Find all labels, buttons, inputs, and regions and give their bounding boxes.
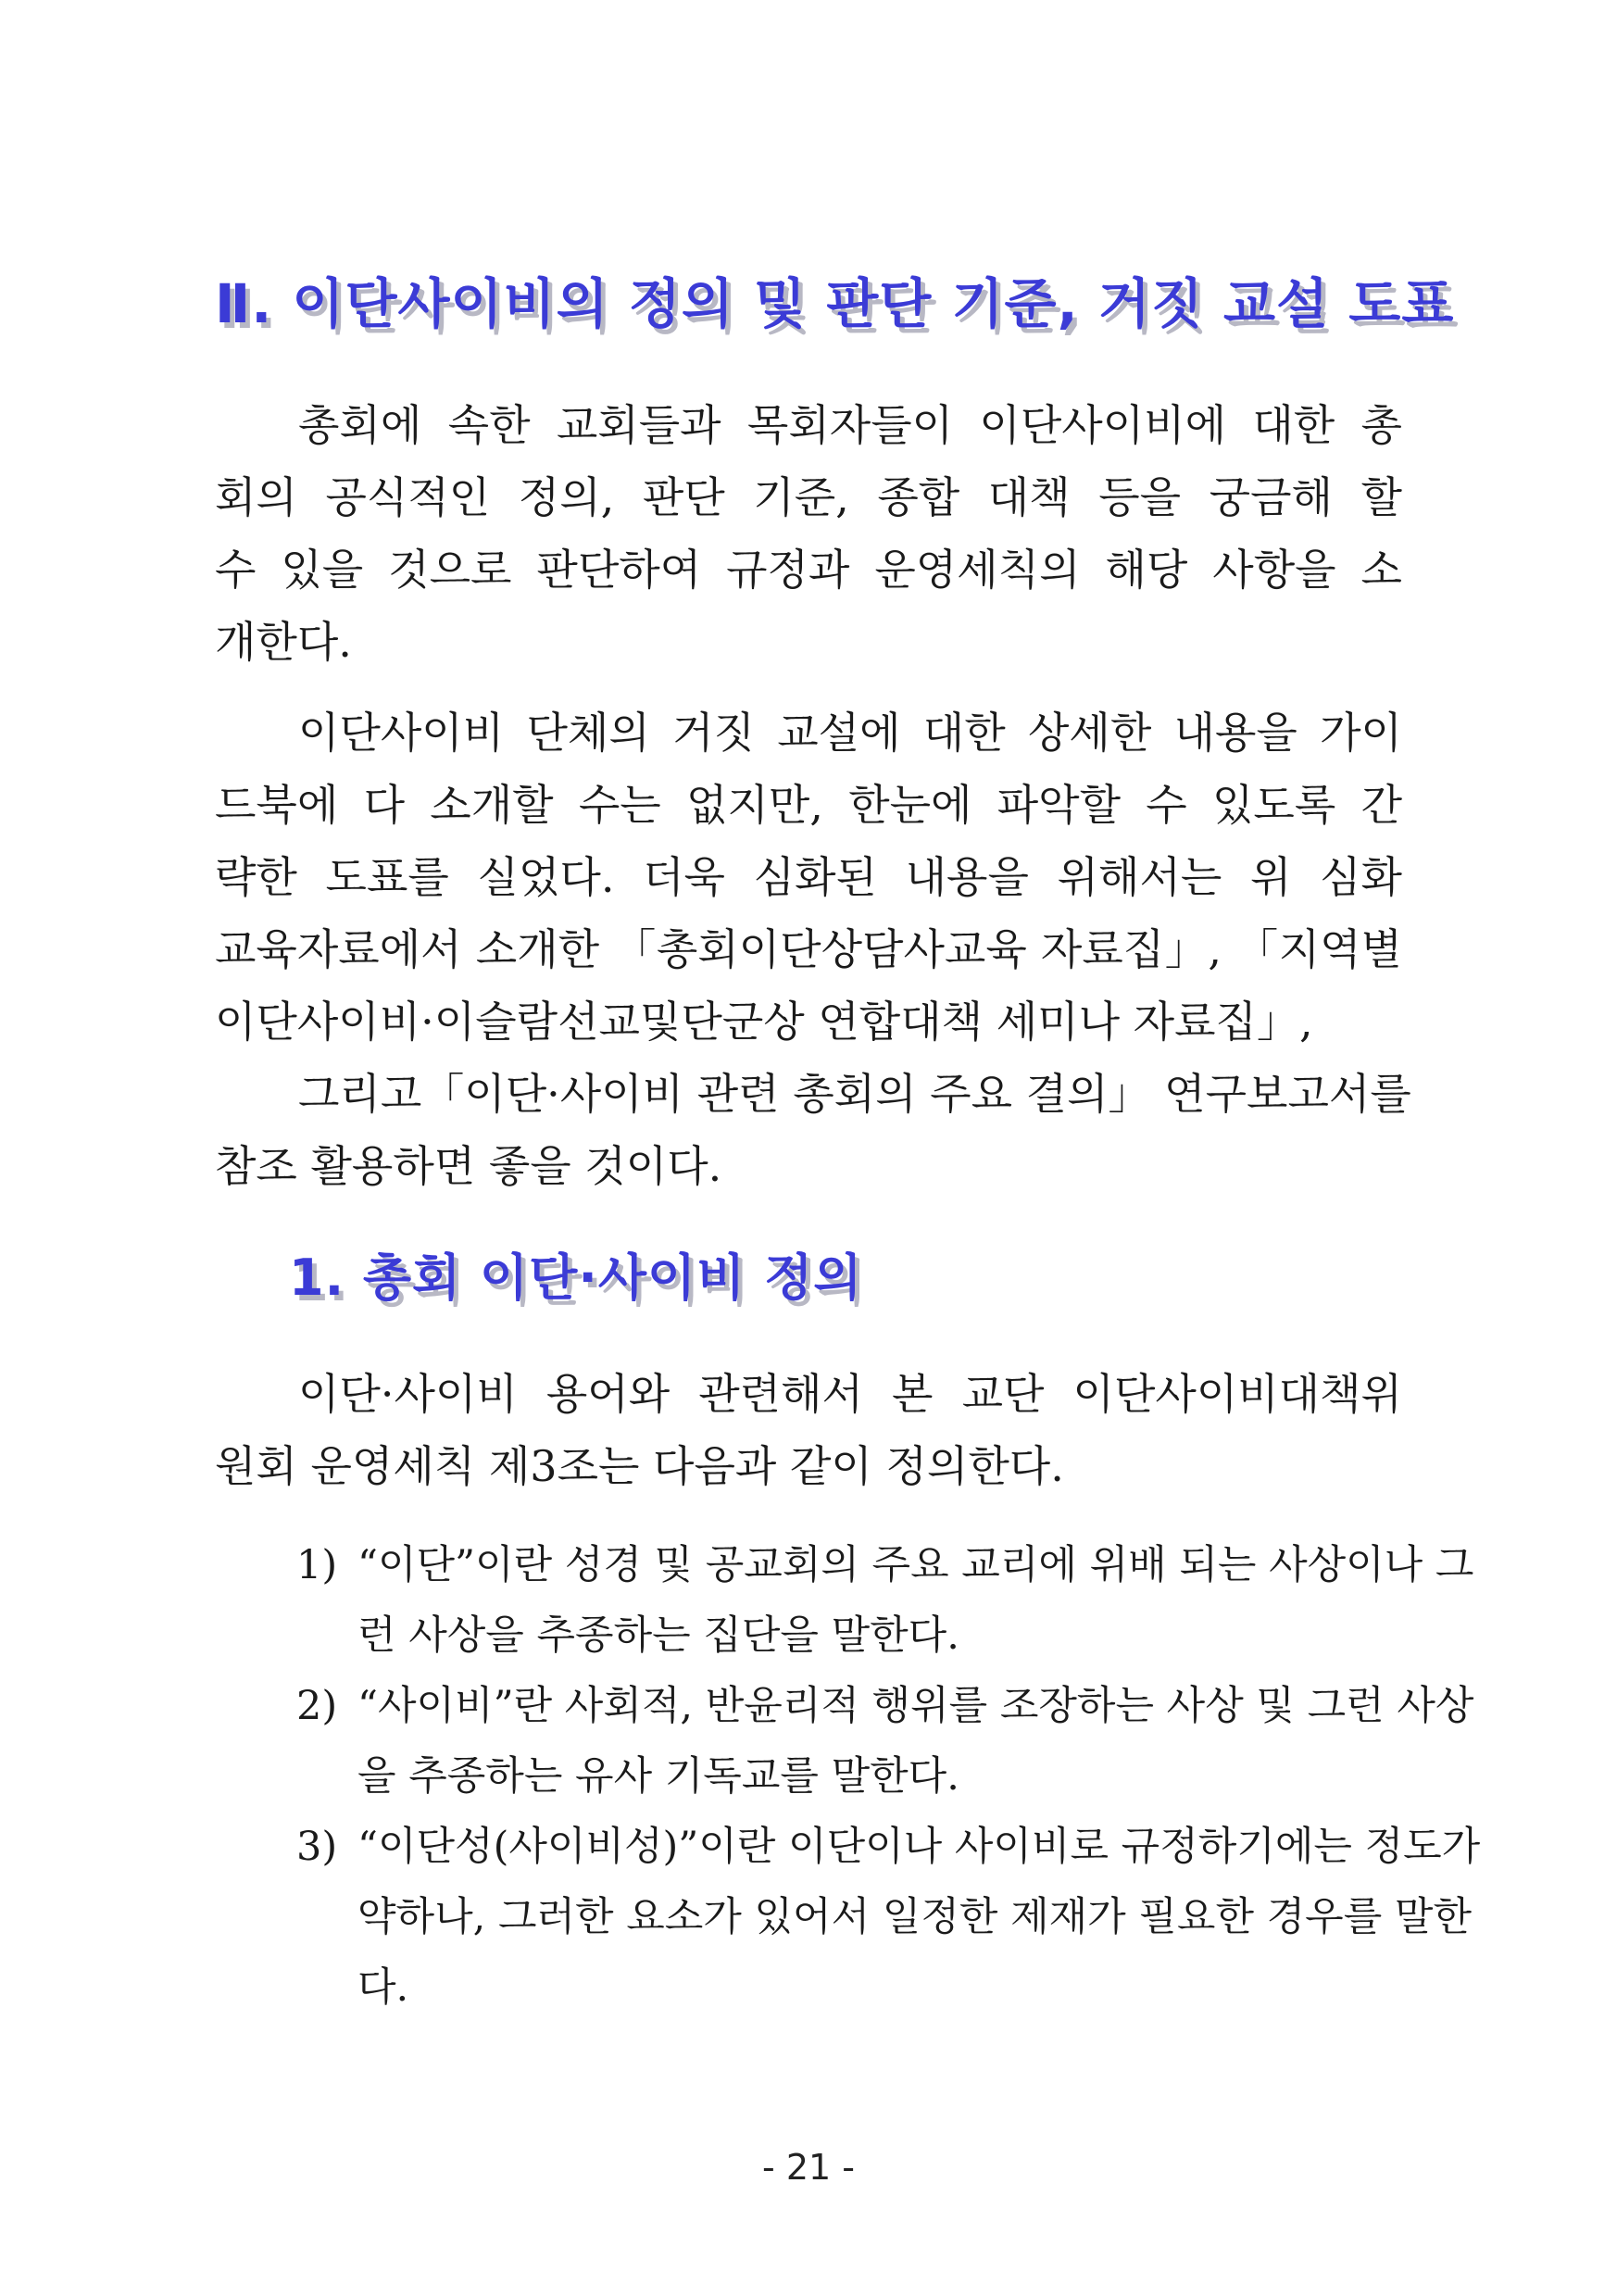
paragraph-line: 략한 도표를 실었다. 더욱 심화된 내용을 위해서는 위 심화	[215, 852, 1402, 902]
list-number: 3)	[296, 1824, 338, 1870]
paragraph-definition-intro	[215, 1358, 1402, 1502]
list-line: 런 사상을 추종하는 집단을 말한다.	[357, 1612, 959, 1659]
paragraph-intro	[215, 389, 1402, 678]
list-line: “이단성(사이비성)”이란 이단이나 사이비로 규정하기에는 정도가	[357, 1824, 1481, 1870]
list-number: 2)	[296, 1683, 338, 1729]
list-item	[296, 1812, 1481, 2023]
definition-list	[296, 1530, 1481, 2023]
paragraph-line: 회의 공식적인 정의, 판단 기준, 종합 대책 등을 궁금해 할	[215, 472, 1402, 522]
paragraph-line: 드북에 다 소개할 수는 없지만, 한눈에 파악할 수 있도록 간	[215, 780, 1402, 830]
list-line: 다.	[357, 1964, 409, 2011]
paragraph-line: 이단사이비 단체의 거짓 교설에 대한 상세한 내용을 가이	[298, 708, 1402, 758]
list-item-text	[296, 1812, 1481, 2023]
paragraph-line: 교육자료에서 소개한 「총회이단상담사교육 자료집」, 「지역별	[215, 924, 1402, 974]
list-item-text	[296, 1530, 1474, 1671]
list-item	[296, 1530, 1474, 1671]
paragraph-line: 참조 활용하면 좋을 것이다.	[215, 1141, 722, 1191]
subsection-heading: 1. 총회 이단·사이비 정의	[289, 1248, 863, 1307]
paragraph-line: 이단사이비·이슬람선교및단군상 연합대책 세미나 자료집」,	[215, 997, 1313, 1047]
paragraph-guidebook	[215, 696, 1402, 1058]
paragraph-line: 수 있을 것으로 판단하여 규정과 운영세칙의 해당 사항을 소	[215, 545, 1402, 595]
list-line: “이단”이란 성경 및 공교회의 주요 교리에 위배 되는 사상이나 그	[357, 1542, 1474, 1588]
paragraph-line: 이단·사이비 용어와 관련해서 본 교단 이단사이비대책위	[298, 1369, 1402, 1419]
list-line: 을 추종하는 유사 기독교를 말한다.	[357, 1753, 959, 1800]
paragraph-line: 원회 운영세칙 제3조는 다음과 같이 정의한다.	[215, 1441, 1064, 1491]
page-number: - 21 -	[762, 2147, 855, 2188]
list-item	[296, 1671, 1474, 1812]
list-number: 1)	[296, 1542, 338, 1588]
list-item-text	[296, 1671, 1474, 1812]
section-heading: Ⅱ. 이단사이비의 정의 및 판단 기준, 거짓 교설 도표	[215, 272, 1455, 335]
list-line: 약하나, 그러한 요소가 있어서 일정한 제재가 필요한 경우를 말한	[357, 1894, 1473, 1940]
list-line: “사이비”란 사회적, 반윤리적 행위를 조장하는 사상 및 그런 사상	[357, 1683, 1474, 1729]
paragraph-line: 총회에 속한 교회들과 목회자들이 이단사이비에 대한 총	[298, 400, 1402, 450]
paragraph-line: 그리고「이단·사이비 관련 총회의 주요 결의」 연구보고서를	[298, 1069, 1411, 1119]
paragraph-line: 개한다.	[215, 617, 352, 667]
paragraph-reference	[215, 1058, 1411, 1202]
